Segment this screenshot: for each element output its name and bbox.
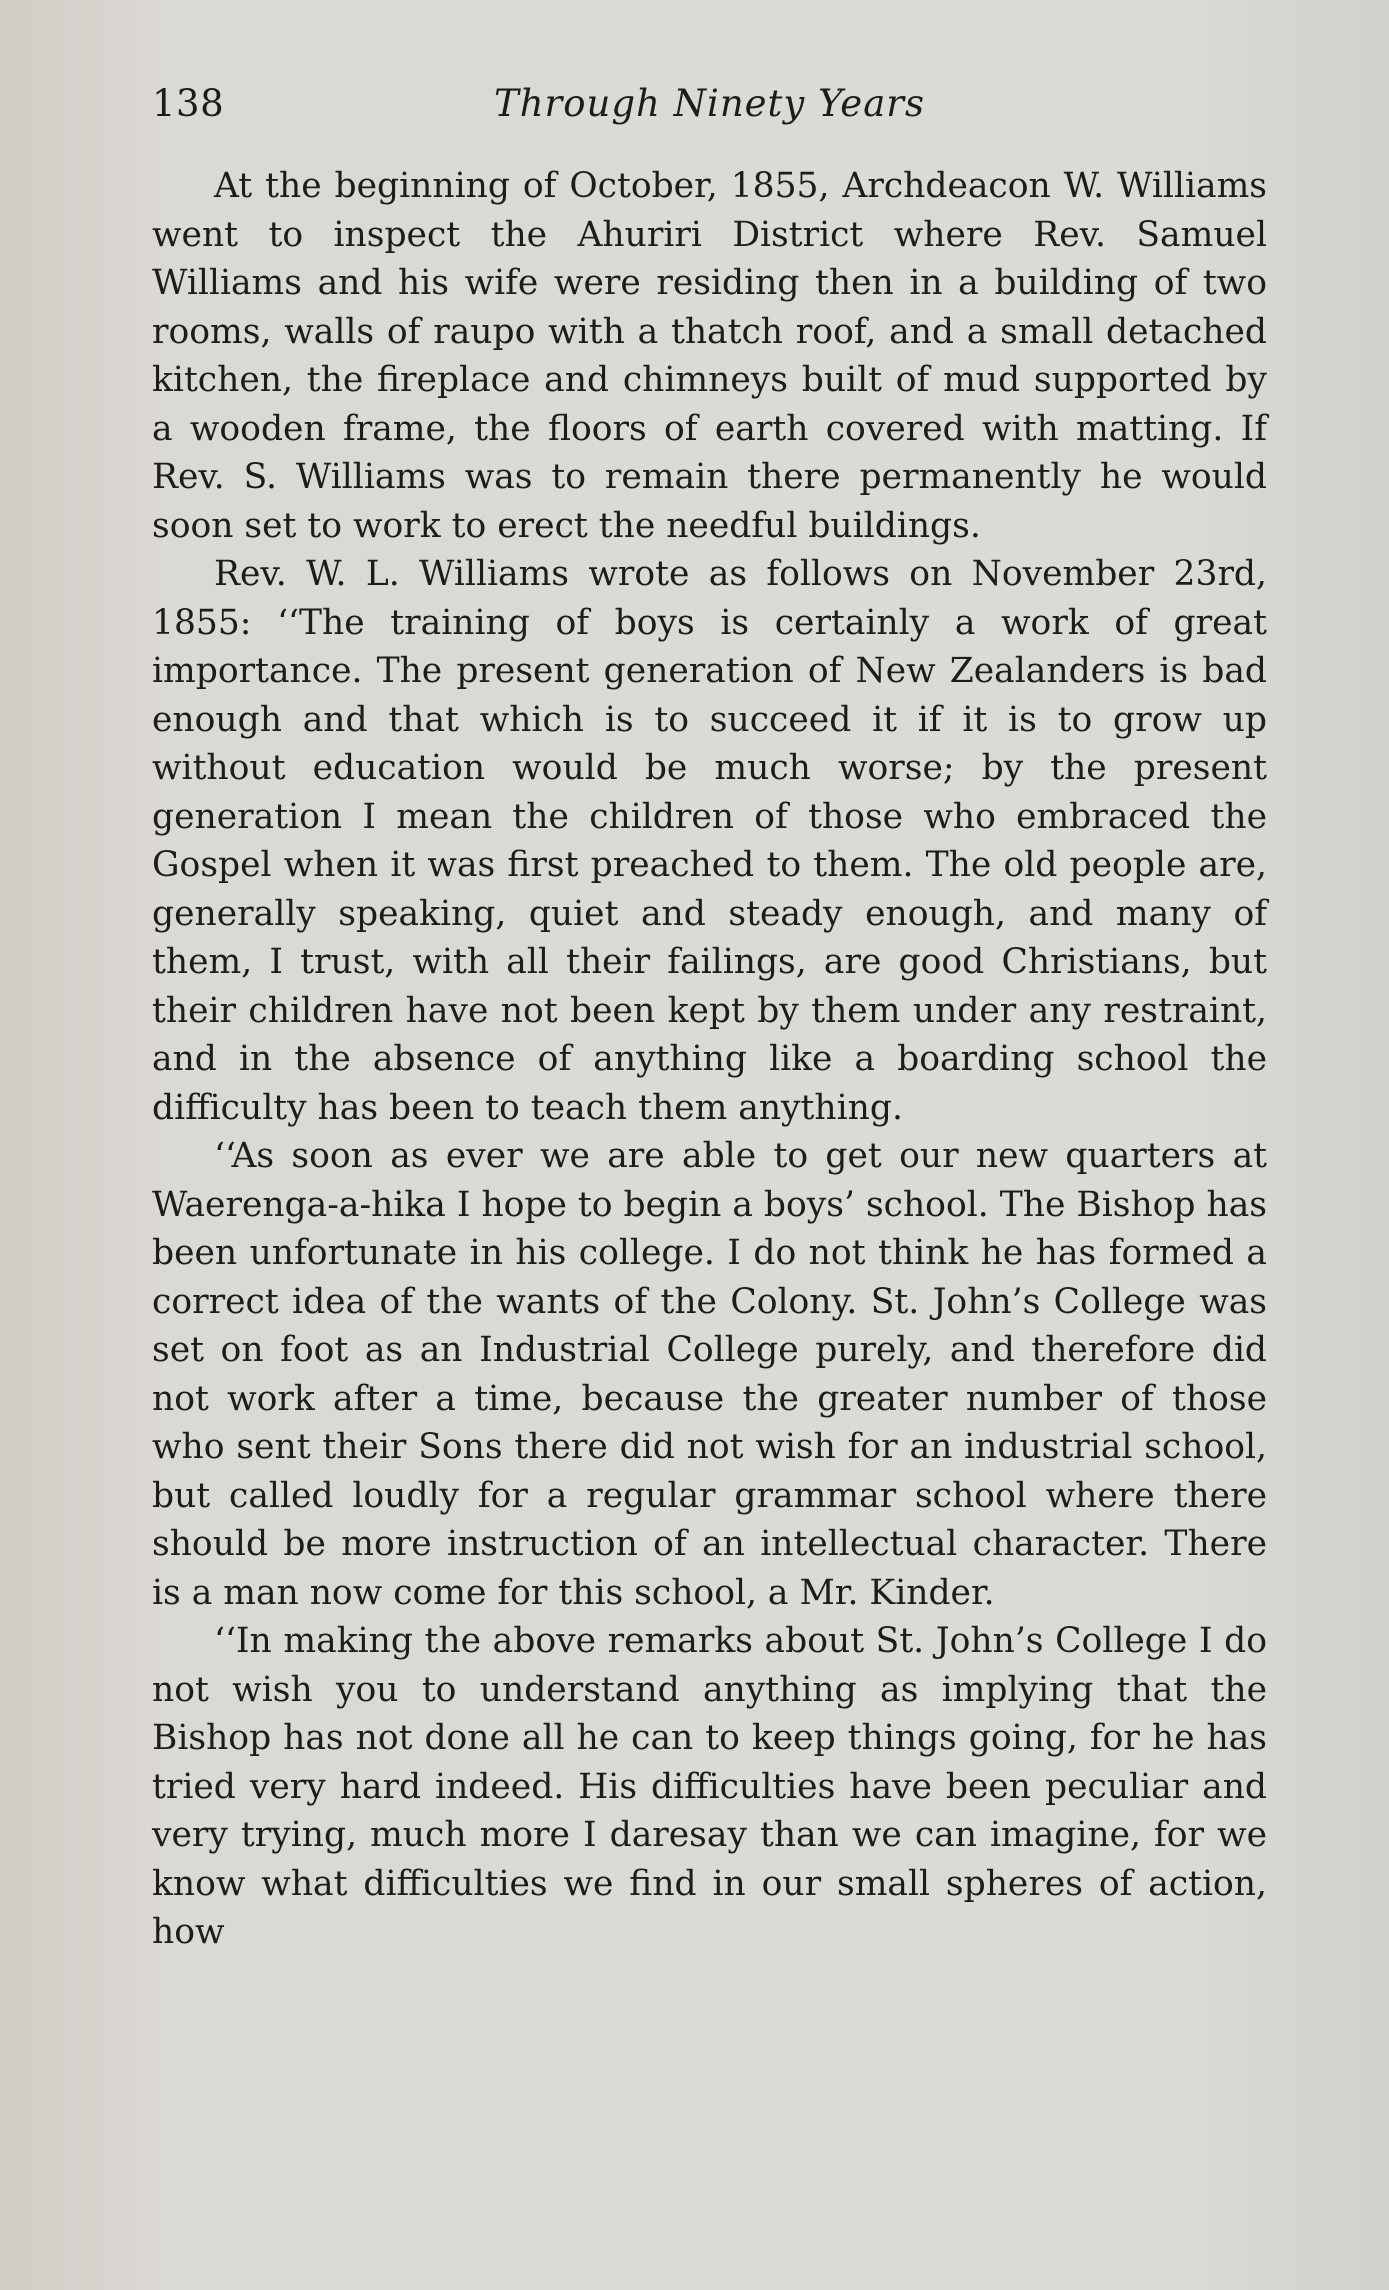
paragraph-st-johns-college: ‘‘In making the above remarks about St. John’s College I do not wish you to understand anything as implying that the Bishop has not done all he can to keep things going, for he has tried very hard indeed. His difficulties have been peculiar and very trying, much more I daresay than we can imagine, for we know what difficulties we find in our small spheres of action, how — [152, 1621, 1267, 1952]
page-number: 138 — [152, 82, 225, 125]
paragraph-training-of-boys: Rev. W. L. Williams wrote as follows on November 23rd, 1855: ‘‘The training of boys is certainly a work of great importance. The present generation of New Zealanders is bad enough and that which is to succeed it if it is to grow up without education would be much worse; by the present generation I mean the children of those who embraced the Gospel when it was first preached to them. The old people are, generally speaking, quiet and steady enough, and many of them, I trust, with all their failings, are good Christians, but their children have not been kept by them under any restraint, and in the absence of anything like a boarding school the difficulty has been to teach them anything. — [152, 554, 1267, 1128]
paragraph-ahuriri-visit: At the beginning of October, 1855, Archdeacon W. Williams went to inspect the Ahuriri District where Rev. Samuel Williams and his wife were residing then in a building of two rooms, walls of raupo with a thatch roof, and a small detached kitchen, the fireplace and chimneys built of mud supported by a wooden frame, the floors of earth covered with matting. If Rev. S. Williams was to remain there permanently he would soon set to work to erect the needful buildings. — [152, 166, 1267, 546]
body-text — [152, 162, 1267, 1957]
page-header — [152, 82, 1267, 142]
running-title: Through Ninety Years — [494, 82, 925, 125]
paragraph-boys-school: ‘‘As soon as ever we are able to get our new quarters at Waerenga-a-hika I hope to begin a boys’ school. The Bishop has been unfortunate in his college. I do not think he has formed a correct idea of the wants of the Colony. St. John’s College was set on foot as an Industrial College purely, and therefore did not work after a time, because the greater number of those who sent their Sons there did not wish for an industrial school, but called loudly for a regular grammar school where there should be more instruction of an intellectual character. There is a man now come for this school, a Mr. Kinder. — [152, 1136, 1267, 1613]
